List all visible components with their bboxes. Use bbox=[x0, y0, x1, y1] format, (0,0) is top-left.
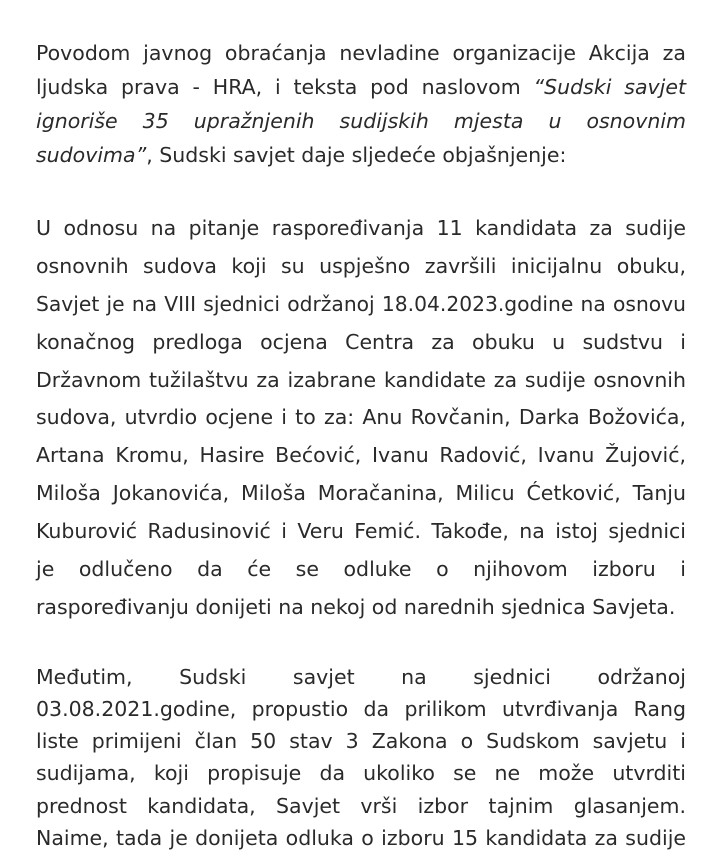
text-line: prednost kandidata, Savjet vrši izbor tajnim glasanjem. bbox=[36, 793, 686, 818]
text-fragment: ljudska prava - HRA, i teksta pod naslovom bbox=[36, 75, 534, 99]
text-line: konačnog predloga ocjena Centra za obuku u sudstvu i bbox=[36, 329, 686, 354]
text-line: sudijama, koji propisuje da ukoliko se ne može utvrditi bbox=[36, 761, 686, 786]
text-line: osnovnih sudova koji su uspješno završili inicijalnu obuku, bbox=[36, 253, 686, 278]
text-line: Miloša Jokanovića, Miloša Moračanina, Milicu Ćetković, Tanju bbox=[36, 481, 686, 506]
text-fragment: , Sudski savjet daje sljedeće objašnjenje: bbox=[146, 143, 567, 167]
text-line bbox=[36, 104, 686, 138]
text-line: Kuburović Radusinović i Veru Femić. Takođe, na istoj sjednici bbox=[36, 519, 686, 544]
paragraph-candidates bbox=[36, 210, 686, 627]
text-line: Državnom tužilaštvu za izabrane kandidate za sudije osnovnih bbox=[36, 367, 686, 392]
text-line: Artana Kromu, Hasire Bećović, Ivanu Radović, Ivanu Žujović, bbox=[36, 443, 686, 468]
text-line: U odnosu na pitanje raspoređivanja 11 kandidata za sudije bbox=[36, 216, 686, 240]
text-line: liste primijeni član 50 stav 3 Zakona o Sudskom savjetu i bbox=[36, 729, 686, 754]
paragraph-intro bbox=[36, 36, 686, 172]
text-line bbox=[36, 70, 686, 104]
text-line: raspoređivanju donijeti na nekoj od narednih sjednica Savjeta. bbox=[36, 594, 676, 619]
article-title-quote: “Sudski savjet bbox=[533, 75, 686, 99]
text-line bbox=[36, 138, 686, 172]
text-line: Savjet je na VIII sjednici održanoj 18.04.2023.godine na osnovu bbox=[36, 291, 686, 316]
text-line: Naime, tada je donijeta odluka o izboru 15 kandidata za sudije bbox=[36, 825, 686, 850]
text-line: sudova, utvrdio ocjene i to za: Anu Rovčanin, Darka Božovića, bbox=[36, 405, 686, 430]
paragraph-however bbox=[36, 661, 686, 854]
text-line: Povodom javnog obraćanja nevladine organizacije Akcija za bbox=[36, 41, 686, 65]
article-title-quote: ignoriše 35 upražnjenih sudijskih mjesta u osnovnim bbox=[36, 109, 686, 133]
document-page bbox=[36, 36, 686, 854]
text-line: 03.08.2021.godine, propustio da prilikom utvrđivanja Rang bbox=[36, 696, 686, 721]
text-line: je odlučeno da će se odluke o njihovom izboru i bbox=[36, 557, 686, 582]
article-title-quote: sudovima” bbox=[36, 143, 147, 167]
text-line: Međutim, Sudski savjet na sjednici održanoj bbox=[36, 664, 686, 689]
